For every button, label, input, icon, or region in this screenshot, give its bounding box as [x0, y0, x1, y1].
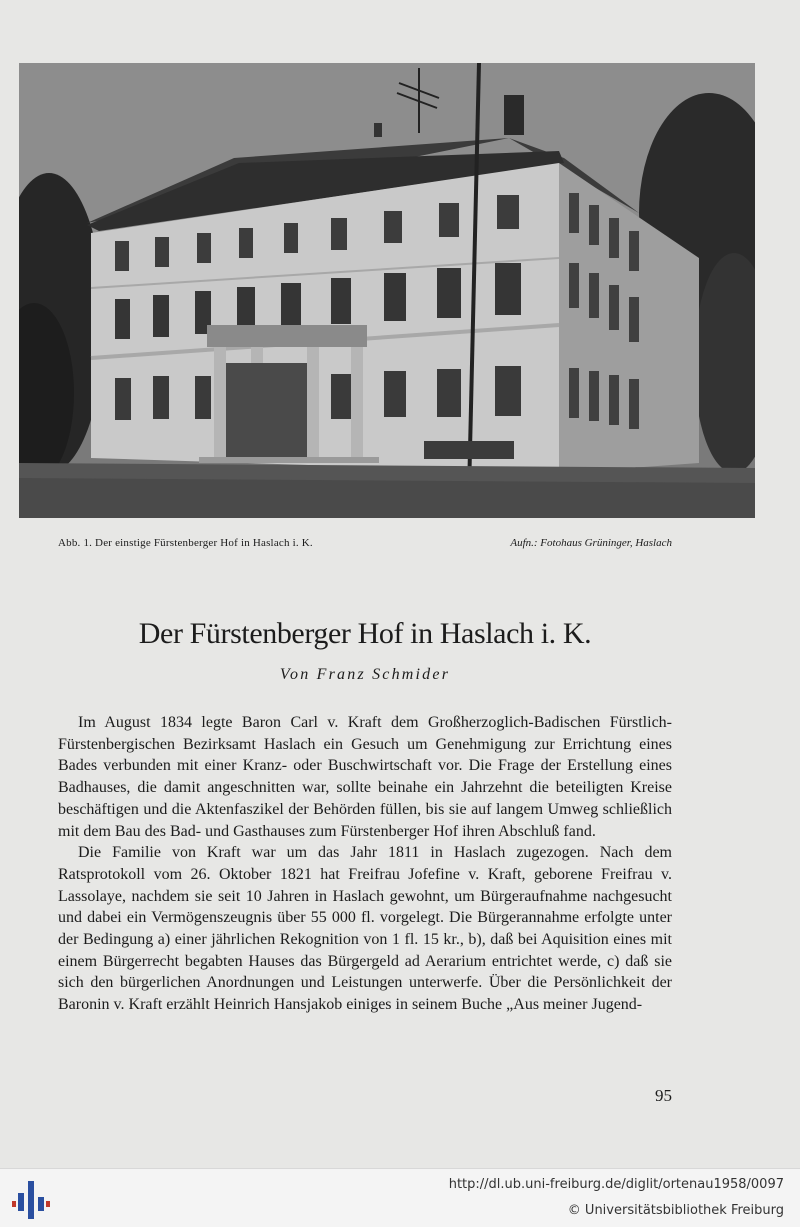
- building-photograph: [19, 63, 755, 518]
- paragraph: Im August 1834 legte Baron Carl v. Kraft dem Großherzoglich-Badischen Fürstlich-Fürstenbergischen Bezirksamt Haslach ein Gesuch um Genehmigung zur Errichtung eines Bades verbunden mit einer Kranz- oder Buschwirtschaft vor. Die Frage der Erstellung eines Badhauses, die damit angeschnitten war, sollte beinahe ein Jahrzehnt die beteiligten Kreise beschäftigen und die Aktenfaszikel der Behörden füllen, bis sie auf langem Umweg schließlich mit dem Bau des Bad- und Gasthauses zum Fürstenberger Hof ihren Abschluß fand.: [58, 714, 672, 840]
- photo-credit: Aufn.: Fotohaus Grüninger, Haslach: [510, 537, 672, 549]
- article-title: Der Fürstenberger Hof in Haslach i. K.: [138, 617, 592, 650]
- article-body: [58, 712, 672, 1016]
- figure-caption: Abb. 1. Der einstige Fürstenberger Hof in Haslach i. K.: [58, 537, 313, 549]
- page-number: 95: [655, 1086, 672, 1105]
- viewer-footer: [0, 1168, 800, 1227]
- library-logo-icon: [12, 1179, 50, 1221]
- copyright-notice: © Universitätsbibliothek Freiburg: [567, 1203, 784, 1218]
- article-byline: Von Franz Schmider: [279, 666, 451, 683]
- paragraph: Die Familie von Kraft war um das Jahr 1811 in Haslach zugezogen. Nach dem Ratsprotokoll vom 26. Oktober 1821 hat Freifrau Jofefine v. Kraft, geborene Freifrau v. Lassolaye, nachdem sie seit 10 Jahren in Haslach gewohnt, um Bürgeraufnahme nachgesucht und dabei ein Vermögenszeugnis über 55 000 fl. vorgelegt. Die Bürgerannahme erfolgte unter der Bedingung a) einer jährlichen Rekognition von 1 fl. 15 kr., b), daß bei Aquisition eines mit einem Bürgerrecht begabten Hauses das Bürgergeld ad Aerarium entrichtet werde, c) daß sie sich den bürgerlichen Anordnungen und Leistungen unterwerfe. Über die Persönlichkeit der Baronin v. Kraft erzählt Heinrich Hansjakob einiges in seinem Buche „Aus meiner Jugend-: [58, 844, 672, 1014]
- source-url[interactable]: http://dl.ub.uni-freiburg.de/diglit/ortenau1958/0097: [448, 1177, 784, 1192]
